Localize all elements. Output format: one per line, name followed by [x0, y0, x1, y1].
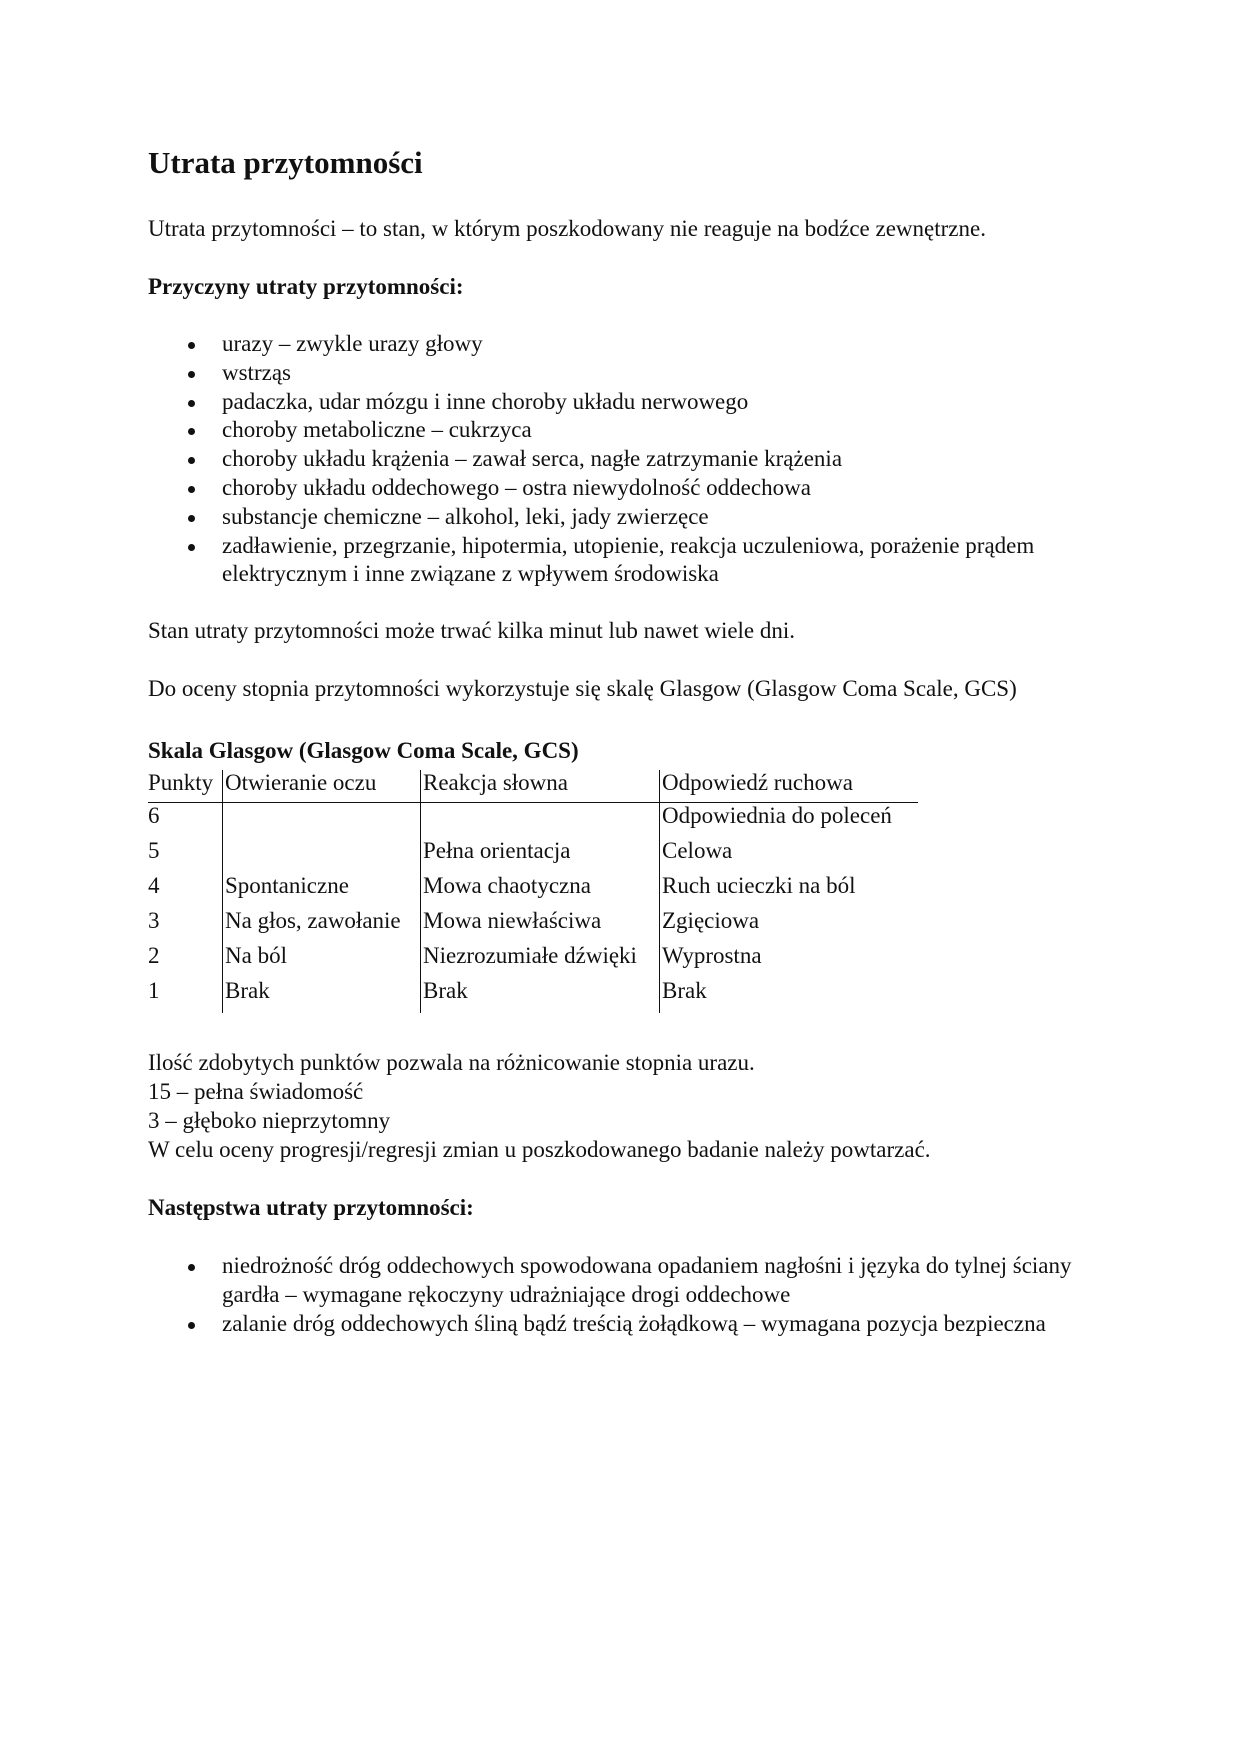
intro-paragraph: Utrata przytomności – to stan, w którym poszkodowany nie reaguje na bodźce zewnętrzne. — [148, 216, 986, 241]
scoring-line-2: 15 – pełna świadomość — [148, 1079, 364, 1104]
table-cell: Odpowiednia do poleceń — [660, 803, 919, 839]
column-header-motor: Odpowiedź ruchowa — [660, 770, 919, 803]
table-cell — [421, 803, 660, 839]
bullet-icon — [188, 371, 195, 378]
consequences-list — [148, 1252, 1122, 1338]
table-cell — [223, 803, 421, 839]
gcs-table — [148, 770, 918, 1013]
table-row — [148, 803, 918, 839]
table-cell: Na głos, zawołanie — [223, 908, 421, 943]
bullet-icon — [188, 515, 195, 522]
list-item: wstrząs — [148, 359, 1122, 388]
column-header-eyes: Otwieranie oczu — [223, 770, 421, 803]
list-item: choroby układu krążenia – zawał serca, nagłe zatrzymanie krążenia — [148, 445, 1122, 474]
table-cell: Mowa niewłaściwa — [421, 908, 660, 943]
column-header-verbal: Reakcja słowna — [421, 770, 660, 803]
scoring-line-1: Ilość zdobytych punktów pozwala na różnicowanie stopnia urazu. — [148, 1050, 755, 1075]
table-row — [148, 873, 918, 908]
table-cell: Na ból — [223, 943, 421, 978]
bullet-icon — [188, 457, 195, 464]
consequences-heading: Następstwa utraty przytomności: — [148, 1195, 474, 1220]
table-cell: 4 — [148, 873, 160, 898]
table-cell: Brak — [660, 978, 919, 1013]
list-item: zalanie dróg oddechowych śliną bądź treścią żołądkową – wymagana pozycja bezpieczna — [148, 1310, 1122, 1339]
causes-list — [148, 330, 1122, 589]
page-title: Utrata przytomności — [148, 145, 423, 180]
table-cell: Brak — [421, 978, 660, 1013]
bullet-icon — [188, 400, 195, 407]
table-cell: Spontaniczne — [223, 873, 421, 908]
list-item: choroby układu oddechowego – ostra niewydolność oddechowa — [148, 474, 1122, 503]
bullet-icon — [188, 1264, 195, 1271]
gcs-heading: Skala Glasgow (Glasgow Coma Scale, GCS) — [148, 738, 579, 763]
table-cell: 5 — [148, 838, 160, 863]
table-cell — [223, 838, 421, 873]
assessment-paragraph: Do oceny stopnia przytomności wykorzystuje się skalę Glasgow (Glasgow Coma Scale, GCS) — [148, 676, 1017, 701]
list-item: padaczka, udar mózgu i inne choroby układu nerwowego — [148, 388, 1122, 417]
table-row — [148, 978, 918, 1013]
column-header-points: Punkty — [148, 770, 223, 803]
table-row — [148, 838, 918, 873]
duration-paragraph: Stan utraty przytomności może trwać kilka minut lub nawet wiele dni. — [148, 618, 796, 643]
bullet-icon — [188, 428, 195, 435]
bullet-icon — [188, 486, 195, 493]
list-item: choroby metaboliczne – cukrzyca — [148, 416, 1122, 445]
bullet-icon — [188, 1322, 195, 1329]
list-item: substancje chemiczne – alkohol, leki, jady zwierzęce — [148, 503, 1122, 532]
table-cell: 1 — [148, 978, 160, 1003]
list-item: urazy – zwykle urazy głowy — [148, 330, 1122, 359]
table-cell: Celowa — [660, 838, 919, 873]
table-cell: 3 — [148, 908, 160, 933]
table-cell: Zgięciowa — [660, 908, 919, 943]
bullet-icon — [188, 544, 195, 551]
table-row — [148, 943, 918, 978]
table-header-row — [148, 770, 918, 803]
table-cell: Mowa chaotyczna — [421, 873, 660, 908]
table-cell: Brak — [223, 978, 421, 1013]
list-item: niedrożność dróg oddechowych spowodowana opadaniem nagłośni i języka do tylnej ściany gardła – wymagane rękoczyny udrażniające drogi oddechowe — [148, 1252, 1122, 1310]
table-cell: 6 — [148, 803, 160, 828]
table-cell: Ruch ucieczki na ból — [660, 873, 919, 908]
table-cell: Wyprostna — [660, 943, 919, 978]
table-cell: Pełna orientacja — [421, 838, 660, 873]
scoring-line-4: W celu oceny progresji/regresji zmian u poszkodowanego badanie należy powtarzać. — [148, 1137, 931, 1162]
bullet-icon — [188, 342, 195, 349]
scoring-line-3: 3 – głęboko nieprzytomny — [148, 1108, 391, 1133]
table-cell: Niezrozumiałe dźwięki — [421, 943, 660, 978]
table-row — [148, 908, 918, 943]
causes-heading: Przyczyny utraty przytomności: — [148, 274, 464, 299]
list-item: zadławienie, przegrzanie, hipotermia, utopienie, reakcja uczuleniowa, porażenie prądem elektrycznym i inne związane z wpływem środowiska — [148, 532, 1122, 590]
table-cell: 2 — [148, 943, 160, 968]
